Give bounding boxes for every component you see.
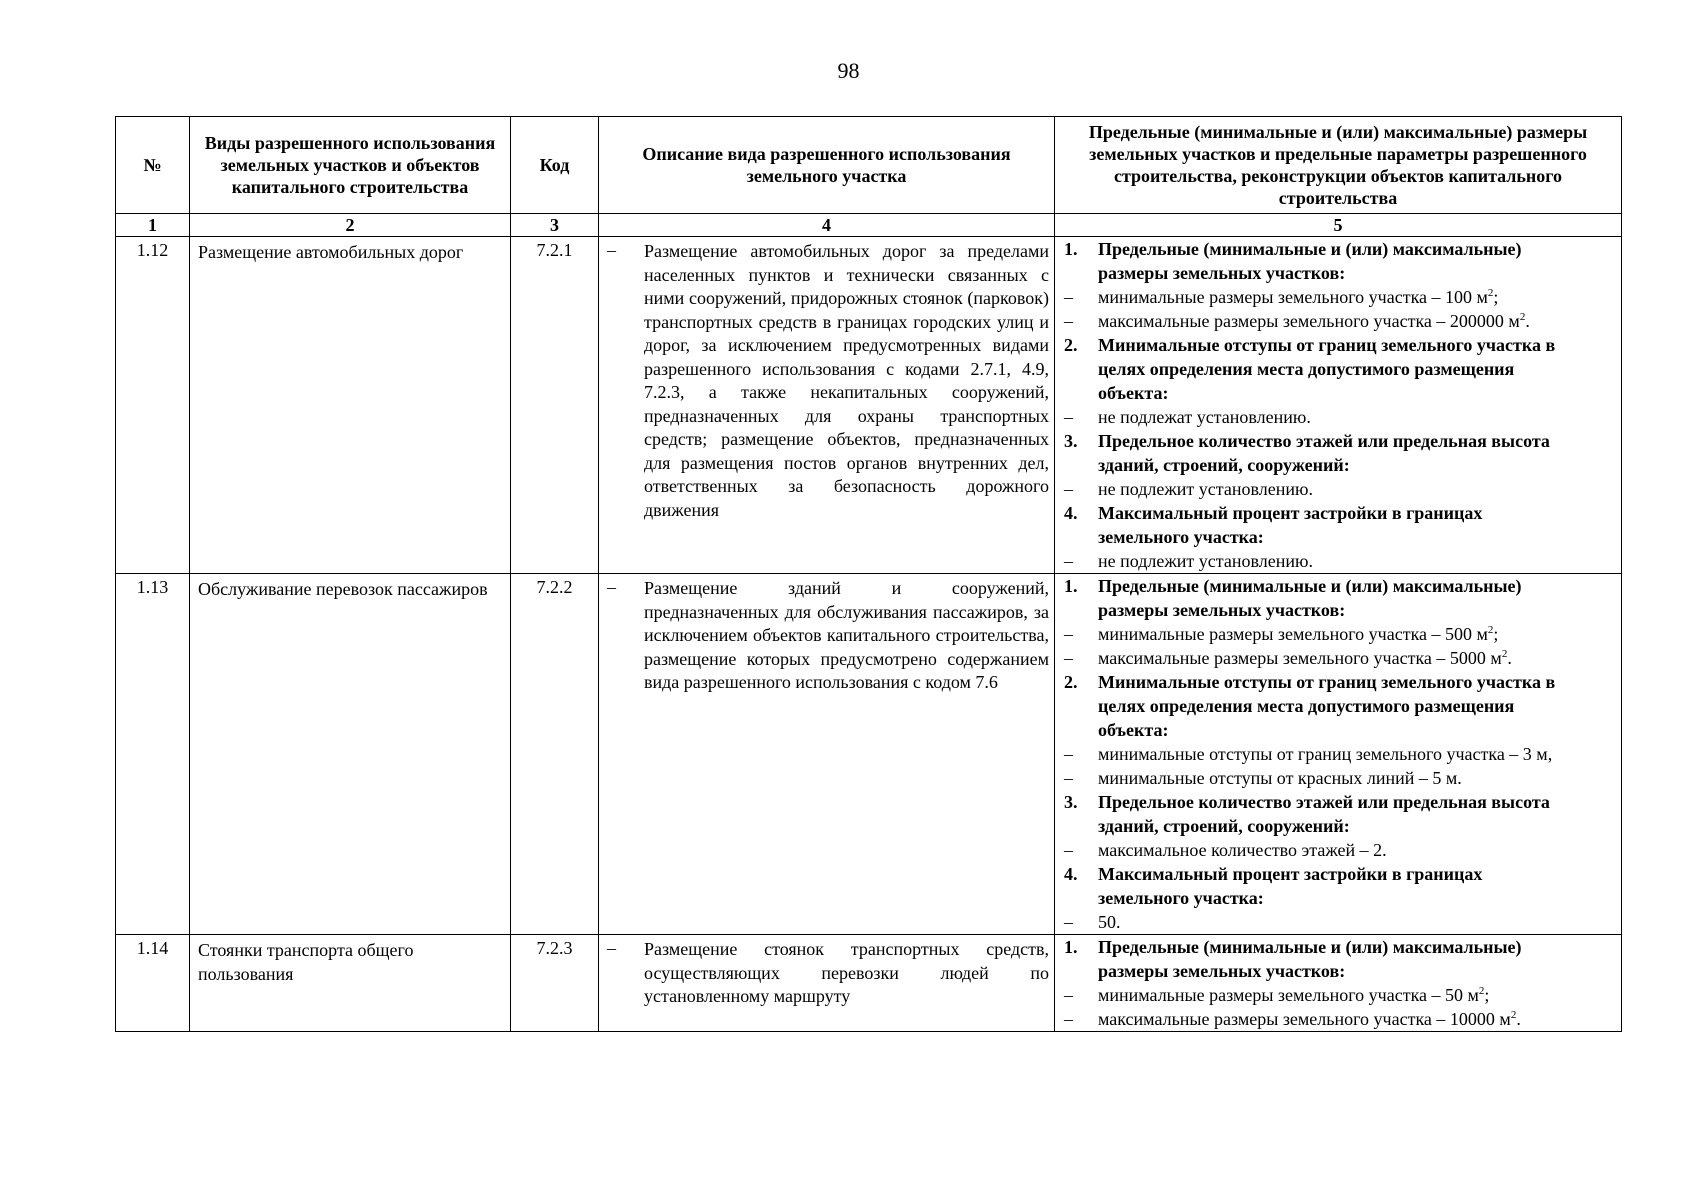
parameter-line [1055,381,1621,405]
list-marker: 1. [1064,576,1078,596]
parameter-text [1098,838,1621,862]
list-marker: 4. [1064,864,1078,884]
parameter-line [1055,1007,1621,1031]
use-type-name: Стоянки транспорта общего пользования [190,935,511,1032]
parameter-main-text: 50. [1098,912,1121,932]
list-marker: 3. [1064,792,1078,812]
list-marker [1055,598,1098,622]
list-marker: – [1064,768,1073,788]
parameter-line [1055,525,1621,549]
parameter-line [1055,405,1621,429]
list-marker: – [1064,311,1073,331]
parameter-main-text: объекта: [1098,383,1169,403]
use-code: 7.2.2 [511,574,599,935]
parameter-main-text: максимальное количество этажей – 2. [1098,840,1387,860]
parameter-text [1098,670,1621,694]
list-dash: – [607,938,616,958]
parameter-main-text: Предельные (минимальные и (или) максимальные) [1098,576,1522,596]
parameter-line [1055,862,1621,886]
parameter-text [1098,598,1621,622]
list-marker [1055,261,1098,285]
list-marker [1055,959,1098,983]
header-code: Код [511,117,599,214]
parameter-line [1055,574,1621,598]
parameter-main-text: максимальные размеры земельного участка – 5000 м [1098,648,1502,668]
use-description [599,935,1055,1032]
list-marker: – [1064,912,1073,932]
limit-parameters [1055,935,1622,1032]
parameter-line [1055,838,1621,862]
parameter-text [1098,525,1621,549]
use-code: 7.2.1 [511,237,599,574]
parameter-main-text: Предельное количество этажей или предельная высота [1098,431,1550,451]
list-marker: – [1064,840,1073,860]
parameter-line [1055,598,1621,622]
parameter-punctuation: . [1507,648,1512,668]
list-marker: 4. [1064,503,1078,523]
parameter-main-text: земельного участка: [1098,527,1264,547]
parameter-text [1098,646,1621,670]
parameter-text [1098,357,1621,381]
list-dash: – [607,577,616,597]
limit-parameters [1055,574,1622,935]
parameter-text [1098,814,1621,838]
parameter-main-text: размеры земельных участков: [1098,961,1346,981]
parameter-text [1098,429,1621,453]
parameter-line [1055,910,1621,934]
parameter-text [1098,405,1621,429]
list-marker: – [1064,744,1073,764]
parameter-line [1055,429,1621,453]
parameter-text [1098,501,1621,525]
parameter-line [1055,814,1621,838]
parameter-main-text: размеры земельных участков: [1098,600,1346,620]
parameter-line [1055,886,1621,910]
column-number: 4 [599,214,1055,237]
parameter-text [1098,477,1621,501]
parameter-line [1055,694,1621,718]
parameter-line [1055,357,1621,381]
row-number: 1.14 [116,935,190,1032]
parameter-line [1055,549,1621,573]
parameter-text [1098,718,1621,742]
list-marker [1055,525,1098,549]
parameter-main-text: не подлежат установлению. [1098,407,1311,427]
parameter-punctuation: ; [1484,985,1490,1005]
list-marker [1055,357,1098,381]
parameter-line [1055,983,1621,1007]
parameter-text [1098,886,1621,910]
column-number-row [116,214,1622,237]
use-code: 7.2.3 [511,935,599,1032]
parameter-text [1098,237,1621,261]
table-row [116,237,1622,574]
parameter-punctuation: ; [1493,287,1499,307]
column-number: 1 [116,214,190,237]
parameter-line [1055,453,1621,477]
parameter-main-text: Минимальные отступы от границ земельного участка в [1098,672,1556,692]
limit-parameters [1055,237,1622,574]
list-marker: 1. [1064,937,1078,957]
parameter-line [1055,237,1621,261]
parameter-text [1098,983,1621,1007]
parameter-main-text: зданий, строений, сооружений: [1098,816,1350,836]
header-name: Виды разрешенного использования земельных участков и объектов капитального строительства [190,117,511,214]
list-marker: – [1064,479,1073,499]
parameter-line [1055,790,1621,814]
row-number: 1.12 [116,237,190,574]
parameter-text [1098,453,1621,477]
parameter-main-text: Предельные (минимальные и (или) максимальные) [1098,937,1522,957]
unit-superscript: 2 [1487,287,1494,299]
unit-superscript: 2 [1487,624,1494,636]
parameter-main-text: минимальные размеры земельного участка – 500 м [1098,624,1488,644]
list-marker [1055,453,1098,477]
header-params: Предельные (минимальные и (или) максимальные) размеры земельных участков и предельные параметры разрешенного строительства, реконструкции объектов капитального строительства [1055,117,1622,214]
list-marker: – [1064,624,1073,644]
list-marker: – [1064,648,1073,668]
parameter-line [1055,959,1621,983]
parameter-main-text: размеры земельных участков: [1098,263,1346,283]
parameter-main-text: минимальные отступы от границ земельного участка – 3 м, [1098,744,1553,764]
parameter-line [1055,333,1621,357]
parameter-text [1098,910,1621,934]
parameter-text [1098,959,1621,983]
use-description [599,574,1055,935]
parameter-line [1055,935,1621,959]
parameter-main-text: зданий, строений, сооружений: [1098,455,1350,475]
parameter-main-text: Предельное количество этажей или предельная высота [1098,792,1550,812]
parameter-text [1098,549,1621,573]
page-number: 98 [837,58,860,83]
description-text: Размещение автомобильных дорог за пределами населенных пунктов и технически связанных с ними сооружений, придорожных стоянок (парковок) транспортных средств в границах городских улиц и дорог, за исключением предусмотренных видами разрешенного использования с кодами 2.7.1, 4.9, 7.2.3, а также некапитальных сооружений, предназначенных для охраны транспортных средств; размещение объектов, предназначенных для размещения постов органов внутренних дел, ответственных за безопасность дорожного движения [644,241,1049,520]
column-number: 2 [190,214,511,237]
parameter-line [1055,285,1621,309]
parameter-line [1055,622,1621,646]
parameter-main-text: целях определения места допустимого размещения [1098,359,1515,379]
unit-superscript: 2 [1501,648,1508,660]
list-marker: – [1064,551,1073,571]
use-type-name: Размещение автомобильных дорог [190,237,511,574]
column-number: 3 [511,214,599,237]
parameter-main-text: земельного участка: [1098,888,1264,908]
list-marker [1055,694,1098,718]
list-marker: 2. [1064,672,1078,692]
list-marker [1055,718,1098,742]
parameter-text [1098,742,1621,766]
unit-superscript: 2 [1510,1009,1517,1021]
parameter-text [1098,285,1621,309]
header-num: № [116,117,190,214]
unit-superscript: 2 [1478,985,1485,997]
parameter-line [1055,742,1621,766]
list-marker: – [1064,1009,1073,1029]
parameter-text [1098,574,1621,598]
list-marker: 1. [1064,239,1078,259]
parameter-text [1098,622,1621,646]
parameter-line [1055,766,1621,790]
list-marker [1055,886,1098,910]
list-marker [1055,381,1098,405]
parameter-line [1055,309,1621,333]
parameter-line [1055,261,1621,285]
header-row [116,117,1622,214]
parameter-text [1098,790,1621,814]
description-text: Размещение зданий и сооружений, предназначенных для обслуживания пассажиров, за исключением объектов капитального строительства, размещение которых предусмотрено содержанием вида разрешенного использования с кодом 7.6 [644,578,1049,692]
parameter-text [1098,766,1621,790]
parameter-text [1098,261,1621,285]
parameter-main-text: объекта: [1098,720,1169,740]
parameter-main-text: не подлежит установлению. [1098,479,1313,499]
column-number: 5 [1055,214,1622,237]
parameter-text [1098,381,1621,405]
use-description [599,237,1055,574]
list-marker: – [1064,985,1073,1005]
parameter-text [1098,333,1621,357]
parameter-text [1098,694,1621,718]
parameter-main-text: максимальные размеры земельного участка – 200000 м [1098,311,1520,331]
parameter-main-text: целях определения места допустимого размещения [1098,696,1515,716]
table-row [116,574,1622,935]
parameter-text [1098,935,1621,959]
use-type-name: Обслуживание перевозок пассажиров [190,574,511,935]
parameter-text [1098,309,1621,333]
parameter-main-text: Максимальный процент застройки в границах [1098,503,1483,523]
parameter-line [1055,670,1621,694]
zoning-table [115,116,1622,1032]
list-marker: 2. [1064,335,1078,355]
parameter-main-text: минимальные размеры земельного участка – 50 м [1098,985,1479,1005]
list-dash: – [607,240,616,260]
parameter-main-text: максимальные размеры земельного участка – 10000 м [1098,1009,1511,1029]
list-marker: 3. [1064,431,1078,451]
list-marker: – [1064,407,1073,427]
parameter-line [1055,477,1621,501]
parameter-text [1098,1007,1621,1031]
list-marker [1055,814,1098,838]
list-marker: – [1064,287,1073,307]
parameter-main-text: Предельные (минимальные и (или) максимальные) [1098,239,1522,259]
unit-superscript: 2 [1519,311,1526,323]
row-number: 1.13 [116,574,190,935]
parameter-line [1055,646,1621,670]
parameter-main-text: минимальные размеры земельного участка – 100 м [1098,287,1488,307]
parameter-main-text: не подлежит установлению. [1098,551,1313,571]
table-row [116,935,1622,1032]
parameter-text [1098,862,1621,886]
parameter-punctuation: . [1525,311,1530,331]
parameter-punctuation: ; [1493,624,1499,644]
parameter-main-text: Максимальный процент застройки в границах [1098,864,1483,884]
parameter-main-text: минимальные отступы от красных линий – 5 м. [1098,768,1462,788]
description-text: Размещение стоянок транспортных средств, осуществляющих перевозки людей по установленному маршруту [644,939,1049,1006]
parameter-main-text: Минимальные отступы от границ земельного участка в [1098,335,1556,355]
header-desc: Описание вида разрешенного использования земельного участка [599,117,1055,214]
parameter-punctuation: . [1516,1009,1521,1029]
parameter-line [1055,718,1621,742]
parameter-line [1055,501,1621,525]
